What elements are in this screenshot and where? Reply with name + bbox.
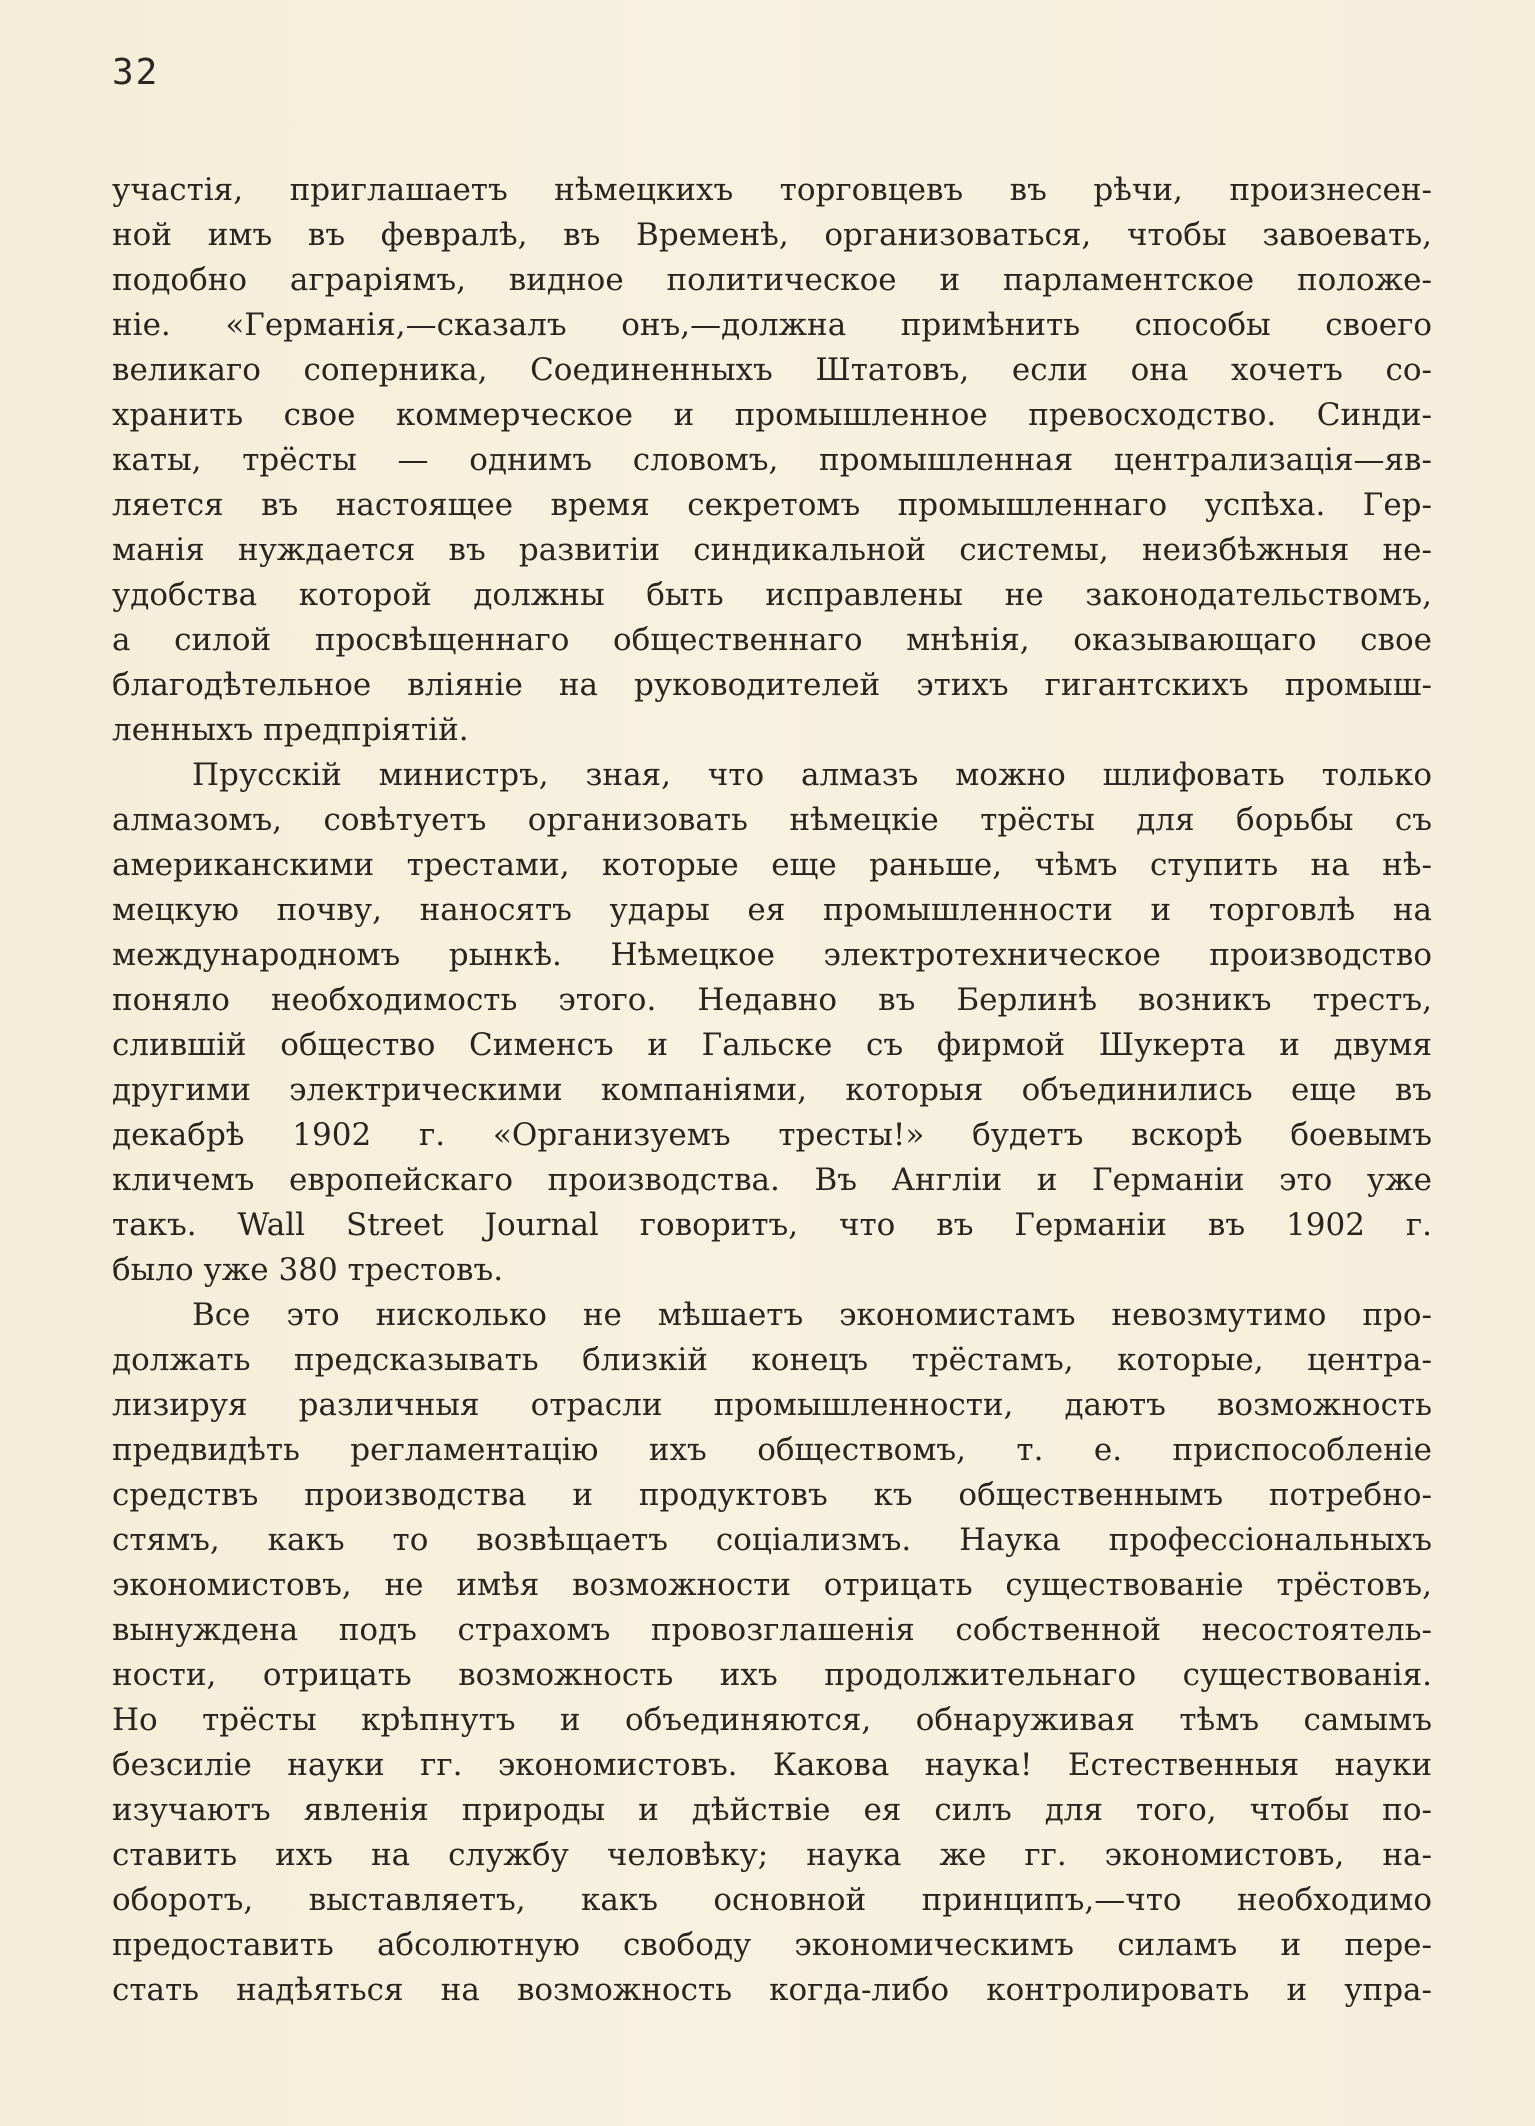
text-line: слившій общество Сименсъ и Гальске съ фирмой Шукерта и двумя: [112, 1027, 1432, 1063]
text-line: ставить ихъ на службу человѣку; наука же гг. экономистовъ, на-: [112, 1837, 1432, 1873]
text-line: ной имъ въ февралѣ, въ Временѣ, организоваться, чтобы завоевать,: [112, 217, 1432, 253]
text-line: подобно аграріямъ, видное политическое и парламентское положе-: [112, 262, 1432, 298]
text-line: а силой просвѣщеннаго общественнаго мнѣнія, оказывающаго свое: [112, 622, 1432, 658]
text-line: каты, трёсты — однимъ словомъ, промышленная централизація—яв-: [112, 442, 1432, 478]
text-line: стямъ, какъ то возвѣщаетъ соціализмъ. Наука профессіональныхъ: [112, 1522, 1432, 1558]
text-line: стать надѣяться на возможность когда-либо контролировать и упра-: [112, 1972, 1432, 2008]
text-line: предоставить абсолютную свободу экономическимъ силамъ и пере-: [112, 1927, 1432, 1963]
text-line: другими электрическими компаніями, которыя объединились еще въ: [112, 1072, 1432, 1108]
text-line: средствъ производства и продуктовъ къ общественнымъ потребно-: [112, 1477, 1432, 1513]
text-line: великаго соперника, Соединенныхъ Штатовъ, если она хочетъ со-: [112, 352, 1432, 388]
text-line: манія нуждается въ развитіи синдикальной системы, неизбѣжныя не-: [112, 532, 1432, 568]
text-line: удобства которой должны быть исправлены не законодательствомъ,: [112, 577, 1432, 613]
text-line: алмазомъ, совѣтуетъ организовать нѣмецкіе трёсты для борьбы съ: [112, 802, 1432, 838]
text-line: вынуждена подъ страхомъ провозглашенія собственной несостоятель-: [112, 1612, 1432, 1648]
text-line: американскими трестами, которые еще раньше, чѣмъ ступить на нѣ-: [112, 847, 1432, 883]
text-line: хранить свое коммерческое и промышленное превосходство. Синди-: [112, 397, 1432, 433]
page-number: 32: [112, 52, 160, 93]
text-line: изучаютъ явленія природы и дѣйствіе ея силъ для того, чтобы по-: [112, 1792, 1432, 1828]
text-line: предвидѣть регламентацію ихъ обществомъ, т. е. приспособленіе: [112, 1432, 1432, 1468]
text-line: участія, приглашаетъ нѣмецкихъ торговцевъ въ рѣчи, произнесен-: [112, 172, 1432, 208]
text-line: международномъ рынкѣ. Нѣмецкое электротехническое производство: [112, 937, 1432, 973]
text-line: кличемъ европейскаго производства. Въ Англіи и Германіи это уже: [112, 1162, 1432, 1198]
text-line: поняло необходимость этого. Недавно въ Берлинѣ возникъ трестъ,: [112, 982, 1432, 1018]
text-line: такъ. Wall Street Journal говоритъ, что въ Германіи въ 1902 г.: [112, 1207, 1432, 1243]
text-line: лизируя различныя отрасли промышленности, даютъ возможность: [112, 1387, 1432, 1423]
text-line: Но трёсты крѣпнутъ и объединяются, обнаруживая тѣмъ самымъ: [112, 1702, 1432, 1738]
text-line: безсиліе науки гг. экономистовъ. Какова наука! Естественныя науки: [112, 1747, 1432, 1783]
text-line: ніе. «Германія,—сказалъ онъ,—должна примѣнить способы своего: [112, 307, 1432, 343]
text-line: экономистовъ, не имѣя возможности отрицать существованіе трёстовъ,: [112, 1567, 1432, 1603]
text-line: благодѣтельное вліяніе на руководителей этихъ гигантскихъ промыш-: [112, 667, 1432, 703]
page-text: [112, 168, 1432, 2013]
text-line: мецкую почву, наносятъ удары ея промышленности и торговлѣ на: [112, 892, 1432, 928]
text-line: должать предсказывать близкій конецъ трёстамъ, которые, центра-: [112, 1342, 1432, 1378]
text-line: было уже 380 трестовъ.: [112, 1252, 504, 1288]
text-line: ности, отрицать возможность ихъ продолжительнаго существованія.: [112, 1657, 1432, 1693]
text-line: ленныхъ предпріятій.: [112, 712, 469, 748]
text-line: декабрѣ 1902 г. «Организуемъ тресты!» будетъ вскорѣ боевымъ: [112, 1117, 1432, 1153]
text-line: ляется въ настоящее время секретомъ промышленнаго успѣха. Гер-: [112, 487, 1432, 523]
text-line: Прусскій министръ, зная, что алмазъ можно шлифовать только: [192, 757, 1432, 793]
text-line: оборотъ, выставляетъ, какъ основной принципъ,—что необходимо: [112, 1882, 1432, 1918]
text-line: Все это нисколько не мѣшаетъ экономистамъ невозмутимо про-: [192, 1297, 1432, 1333]
